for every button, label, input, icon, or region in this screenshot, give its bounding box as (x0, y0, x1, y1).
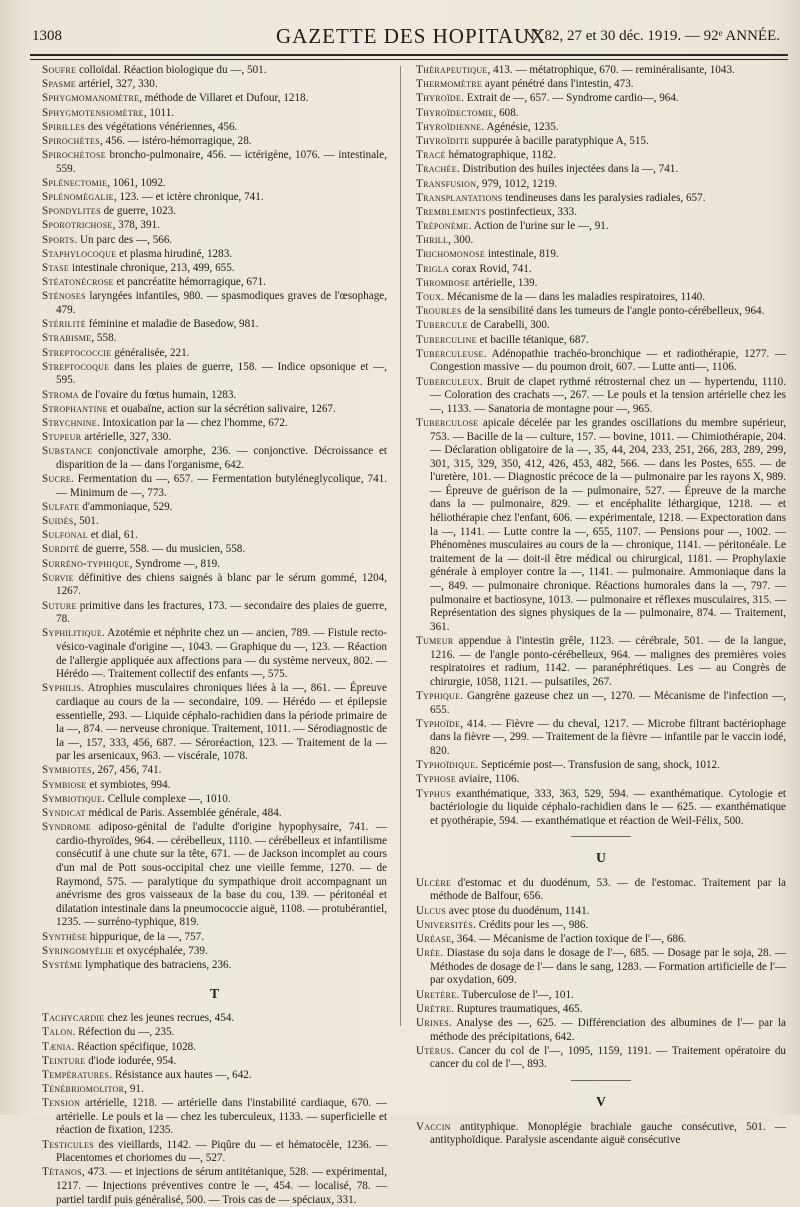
entry-headword: Sulfate (42, 500, 80, 513)
entry-references: laryngées infantiles, 980. — spasmodiques graves de l'œsophage, 479. (56, 290, 387, 316)
index-entry (42, 931, 387, 945)
entry-headword: Typhus (416, 787, 451, 800)
entry-headword: Tumeur (416, 635, 454, 647)
entry-references: chez les jeunes recrues, 454. (104, 1012, 235, 1025)
entry-headword: Spasme (42, 78, 76, 91)
entry-references: et symbiotes, 994. (86, 778, 171, 791)
entry-headword: Tréponème (416, 220, 469, 233)
index-entry (42, 431, 387, 445)
index-entry (42, 149, 387, 176)
entry-headword: Typhique (416, 689, 461, 702)
entry-headword: Thyroïdienne (416, 120, 482, 133)
entry-headword: Splénomégalie (42, 191, 114, 204)
entry-headword: Tuberculeuse (416, 347, 484, 360)
entry-references: . Analyse des —, 625. — Différenciation des albumines de l'— par la méthode des précipitations, 642. (430, 1016, 786, 1043)
entry-headword: Toux (416, 291, 442, 303)
index-entry (416, 376, 786, 417)
index-entry (42, 205, 387, 219)
entry-references: , 501. (73, 515, 99, 528)
index-entry (416, 64, 786, 78)
entry-references: adiposo-génital de l'adulte d'origine hypophysaire, 741. — cardio-thyroïdes, 964. — cérébelleux, 1110. — cérébelleux et infantilisme consécutif à une chute sur la tête, 671. — de Jackson incomplet au cours d'un mal de Pott sous-occipital chez une vieille femme, 1270. — de Raymond, 575. — paralytique du sympathique droit accompagnant un anévrisme des gros vaisseaux de la base du cou, 139. — péritonéal et dilatation intestinale dans la pneumococcie aiguë, 1108. — protubérantiel, 1235. — surréno-typhique, 819. (56, 821, 387, 929)
index-entry (416, 291, 786, 305)
index-entry (42, 600, 387, 627)
left-column (42, 64, 387, 1206)
entry-references: broncho-pulmonaire, 456. — ictérigène, 1076. — intestinale, 559. (56, 149, 387, 175)
entry-headword: Teinture (42, 1054, 86, 1067)
index-entry (42, 92, 387, 106)
index-entry (42, 1139, 387, 1166)
entry-headword: Strabisme (42, 332, 92, 345)
entry-references: des vieillards, 1142. — Piqûre du — et hématocèle, 1236. — Placentomes et choriomes du —, 527. (56, 1138, 387, 1165)
entry-references: . Septicémie post—. Transfusion de sang, shock, 1012. (475, 759, 720, 772)
index-group-t-right (416, 64, 786, 828)
index-entry (416, 234, 786, 248)
entry-references: et bacille tétanique, 687. (476, 333, 589, 346)
entry-references: , 267, 456, 741. (91, 764, 162, 777)
entry-references: . Cellule complexe —, 1010. (102, 792, 231, 805)
entry-references: aviaire, 1106. (456, 773, 520, 786)
entry-references: , Syndrome —, 819. (129, 557, 220, 570)
index-entry (416, 905, 786, 919)
entry-references: postinfectieux, 333. (485, 205, 577, 218)
entry-references: . Azotémie et néphrite chez un — ancien, 789. — Fistule recto-vésico-vaginale d'origine —, 1043. — Graphique du —, 123. — Réaction de l'allergie appliquée aux affections para — du système nerveux, 802. — Hérédo —. Traitement collectif des enfants —, 575. (56, 627, 387, 681)
entry-references: d'estomac et du duodénum, 53. — de l'estomac. Traitement par la méthode de Balfour, 656. (430, 876, 786, 903)
index-entry (416, 877, 786, 904)
entry-references: . Diastase du soja dans le dosage de l'—, 685. — Dosage par le soja, 28. — Méthodes de dosage de l'— dans le sang, 1283. — Formation artificielle de l'— par oxydation, 609. (430, 947, 786, 987)
entry-references: intestinale chronique, 213, 499, 655. (69, 262, 235, 275)
entry-headword: Universités (416, 918, 474, 931)
entry-references: , 1011. (143, 106, 175, 119)
entry-references: artériel, 327, 330. (75, 78, 158, 91)
journal-title: GAZETTE DES HOPITAUX (276, 24, 547, 48)
entry-references: et pancréatite hémorragique, 671. (113, 276, 266, 289)
entry-headword: Surréno-typhique (42, 557, 130, 570)
entry-headword: Symbiotique (42, 792, 103, 805)
index-entry (42, 959, 387, 973)
entry-headword: Urée (416, 947, 441, 960)
entry-references: , 414. — Fièvre — du cheval, 1217. — Microbe filtrant bactériophage dans la fièvre —, 299. — Traitement de la fièvre — infantile par le vaccin iodé, 820. (430, 717, 786, 757)
entry-references: de guerre, 1023. (100, 205, 177, 218)
index-entry (42, 332, 387, 346)
entry-references: , 123. — et ictère chronique, 741. (113, 191, 264, 204)
entry-headword: Températures (42, 1068, 110, 1081)
index-entry (416, 206, 786, 220)
entry-headword: Sténoses (42, 290, 86, 303)
entry-references: , 456. — istéro-hémorragique, 28. (99, 134, 252, 147)
index-entry (416, 248, 786, 262)
index-entry (416, 178, 786, 192)
entry-headword: Typhoïdique (416, 759, 476, 772)
entry-references: , 91. (124, 1083, 144, 1096)
entry-headword: Système (42, 958, 83, 971)
entry-references: , 608. (493, 106, 519, 119)
entry-references: . Extrait de —, 657. — Syndrome cardio—, 964. (461, 92, 679, 105)
entry-headword: Typhose (416, 773, 457, 786)
section-separator (571, 1080, 631, 1081)
index-entry (416, 135, 786, 149)
entry-references: féminine et maladie de Basedow, 981. (86, 318, 259, 331)
entry-headword: Urines (416, 1016, 449, 1029)
index-entry (42, 1083, 387, 1097)
index-entry (42, 1041, 387, 1055)
header-rule-thick (30, 54, 788, 56)
index-entry (42, 1026, 387, 1040)
entry-references: des végétations vénériennes, 456. (85, 120, 238, 133)
entry-headword: Sphygmomanomètre (42, 92, 140, 105)
entry-headword: Strychnine (42, 416, 97, 429)
entry-headword: Transfusion (416, 177, 477, 190)
entry-headword: Substance (42, 445, 93, 458)
entry-references: , 300. (448, 234, 474, 247)
index-entry (42, 779, 387, 793)
entry-headword: Thyroïdite (416, 134, 470, 147)
entry-references: . Résistance aux hautes —, 642. (109, 1068, 252, 1081)
entry-headword: Syndrome (42, 821, 92, 834)
index-entry (42, 682, 387, 764)
entry-headword: Spirilles (42, 120, 86, 133)
index-entry (416, 334, 786, 348)
entry-headword: Syphilis (42, 682, 82, 695)
entry-headword: Spondylites (42, 205, 101, 218)
entry-references: corax Rovid, 741. (449, 262, 532, 275)
index-entry (416, 417, 786, 635)
entry-headword: Tuberculeux (416, 375, 480, 388)
index-group-s (42, 64, 387, 973)
entry-references: artérielle, 1218. — artérielle dans l'instabilité cardiaque, 670. — artérielle. Le pouls et la — chez les tuberculeux, 1133. — superficielle et réaction de fixation, 1235. (56, 1097, 387, 1137)
entry-references: . Bruit de clapet rythmé rétrosternal chez un — hypertendu, 1110. — Coloration des crachats —, 267. — Le pouls et la tension artérielle chez les —, 1133. — Sanatoria de montagne pour —, 965. (430, 375, 786, 415)
entry-headword: Syringomyélie (42, 944, 114, 957)
entry-references: , méthode de Villaret et Dufour, 1218. (139, 92, 309, 105)
page-header (28, 16, 788, 56)
section-heading-t: T (209, 985, 219, 1001)
entry-headword: Tænia (42, 1040, 72, 1053)
entry-headword: Thrombose (416, 276, 470, 289)
entry-references: hippurique, de la —, 757. (87, 930, 205, 943)
entry-headword: Tachycardie (42, 1012, 105, 1025)
entry-headword: Soufre (42, 64, 77, 76)
entry-headword: Streptocoque (42, 360, 110, 373)
index-entry (42, 219, 387, 233)
entry-headword: Troubles (416, 305, 462, 318)
entry-references: artérielle, 327, 330. (81, 431, 172, 444)
index-entry (416, 989, 786, 1003)
entry-references: de la sensibilité dans les tumeurs de l'angle ponto-cérébelleux, 964. (461, 305, 765, 318)
entry-references: . Réfection du —, 235. (72, 1026, 175, 1039)
entry-headword: Ténébriomolitor (42, 1083, 125, 1096)
entry-references: d'iode iodurée, 954. (85, 1054, 177, 1067)
entry-headword: Ulcère (416, 876, 452, 889)
index-group-v (416, 1121, 786, 1148)
entry-references: d'ammoniaque, 529. (79, 500, 173, 513)
entry-references: tendineuses dans les paralysies radiales, 657. (502, 191, 706, 204)
index-entry (416, 263, 786, 277)
entry-references: , 378, 391. (112, 219, 160, 232)
entry-references: hématographique, 1182. (445, 149, 557, 162)
index-entry (416, 319, 786, 333)
entry-headword: Vaccin (416, 1120, 451, 1133)
entry-references: de guerre, 558. — du musicien, 558. (79, 543, 246, 556)
index-entry (42, 793, 387, 807)
index-entry (42, 417, 387, 431)
entry-headword: Typhoïde (416, 717, 461, 730)
entry-references: artérielle, 139. (469, 276, 538, 289)
entry-references: , 979, 1012, 1219. (476, 177, 558, 190)
entry-references: et oxycéphalée, 739. (113, 944, 208, 957)
entry-references: . Intoxication par la — chez l'homme, 672. (96, 416, 288, 429)
index-entry (42, 515, 387, 529)
index-entry (42, 529, 387, 543)
index-entry (42, 1069, 387, 1083)
index-entry (416, 718, 786, 759)
entry-headword: Sphygmotensiomètre (42, 106, 144, 119)
entry-references: . Gangrène gazeuse chez un —, 1270. — Mécanisme de l'infection —, 655. (430, 689, 786, 716)
entry-references: antityphique. Monoplégie brachiale gauche consécutive, 501. — antityphoïdique. Paralysie ascendante aiguë consécutive (430, 1120, 786, 1147)
index-entry (42, 473, 387, 500)
index-group-u (416, 877, 786, 1072)
entry-references: définitive des chiens saignés à blanc par le sérum gommé, 1204, 1267. (56, 571, 387, 598)
entry-headword: Symbiotes (42, 764, 92, 777)
entry-headword: Stupeur (42, 431, 82, 444)
index-entry (42, 1097, 387, 1138)
index-entry (42, 501, 387, 515)
entry-references: conjonctivale amorphe, 236. — conjonctive. Décroissance et disparition de la — dans l'organisme, 642. (56, 445, 387, 471)
entry-headword: Survie (42, 571, 74, 584)
index-entry (416, 947, 786, 988)
index-entry (416, 192, 786, 206)
entry-references: , 473. — et injections de sérum antitétanique, 528. — expérimental, 1217. — Injections préventives contre le —, 454. — localisé, 78. — partiel tardif puis généralisé, 500. — Trois cas de — spéciaux, 331. (56, 1166, 387, 1206)
index-entry (416, 1017, 786, 1044)
index-entry (42, 121, 387, 135)
entry-headword: Tracé (416, 149, 446, 162)
entry-headword: Transplantations (416, 191, 503, 204)
index-entry (416, 92, 786, 106)
entry-references: généralisée, 221. (111, 346, 190, 359)
entry-references: médical de Paris. Assemblée générale, 484. (85, 807, 282, 820)
entry-headword: Symbiose (42, 778, 87, 791)
entry-headword: Stérilité (42, 318, 86, 331)
entry-references: . Tuberculose de l'—, 101. (456, 988, 574, 1001)
entry-references: apicale décelée par les grandes oscillations du membre supérieur, 753. — Bacille de la — culture, 157. — bovine, 1011. — Chimiothérapie, 204. — Déclaration obligatoire de la —, 35, 44, 204, 233, 251, 266, 283, 289, 299, 301, 315, 329, 350, 412, 426, 453, 482, 566. — dans les Postes, 655. — de l'uretère, 101. — Diagnostic précoce de la — pulmonaire par les rayons X, 989. — Épreuve de guérison de la — pulmonaire, 527. — Épreuve de la marche dans la — pulmonaire, 829. — et encéphalite léthargique, 1218. — et héliothérapie chez l'enfant, 606. — expérimentale, 1218. — Expectoration dans la —, 1141. — Lutte contre la —, 655, 1107. — Pensions pour —, 1002. — Phénomènes musculaires au cours de la — chronique, 1141. — péritonéale. Le traitement de la — doit-il être médical ou chirurgical, 1181. — Prophylaxie générale à employer contre la —, 1141. — pulmonaire. Ammoniaque dans la —, 849. — pulmonaire chronique. Réactions humorales dans la —, 797. — pulmonaire et bactiosyne, 1013. — pulmonaire et réflexes musculaires, 315. — Représentation des signes physiques de la — pulmonaire, 874. — Traitement, 361. (430, 416, 786, 633)
index-entry (416, 788, 786, 829)
index-entry (416, 220, 786, 234)
entry-headword: Tuberculine (416, 333, 477, 346)
entry-headword: Suidés (42, 515, 74, 528)
index-entry (416, 348, 786, 375)
entry-headword: Tension (42, 1097, 81, 1110)
entry-headword: Strophantine (42, 402, 108, 415)
entry-headword: Tuberculose (416, 416, 479, 429)
index-entry (416, 635, 786, 689)
index-entry (416, 759, 786, 773)
index-entry (42, 248, 387, 262)
entry-headword: Talon (42, 1026, 73, 1039)
index-entry (42, 276, 387, 290)
entry-headword: Thyroïde (416, 92, 462, 105)
index-entry (42, 234, 387, 248)
index-entry (42, 445, 387, 472)
entry-references: de Carabelli, 300. (467, 319, 550, 332)
entry-headword: Tubercule (416, 319, 468, 332)
entry-headword: Thrill (416, 234, 449, 247)
entry-headword: Uretère (416, 988, 457, 1001)
section-heading-v: V (596, 1093, 606, 1109)
index-entry (42, 627, 387, 681)
index-entry (416, 1003, 786, 1017)
entry-headword: Staphylocoque (42, 247, 117, 260)
entry-headword: Sulfonal (42, 529, 88, 542)
entry-headword: Thyroïdectomie (416, 106, 494, 119)
entry-headword: Suture (42, 599, 77, 612)
index-group-t-left (42, 1012, 387, 1207)
index-entry (42, 191, 387, 205)
index-entry (42, 807, 387, 821)
entry-references: . Fermentation du —, 657. — Fermentation butyléneglycolique, 741. — Minimum de —, 773. (56, 473, 387, 499)
entry-headword: Uréase (416, 933, 452, 946)
entry-references: . Atrophies musculaires chroniques liées à la —, 861. — Épreuve cardiaque au cours de la — secondaire, 109. — Hérédo — et épilepsie essentielle, 293. — Liquide céphalo-rachidien dans la période primaire de la —, 874. — nerveuse chronique. Traitement, 1011. — Sérodiagnostic de la —, 157, 333, 456, 687. — Séroréaction, 123. — Traitement de la — par les arsenicaux, 963. — viscérale, 1078. (56, 682, 387, 763)
entry-headword: Streptococcie (42, 346, 112, 359)
index-entry (42, 1012, 387, 1026)
entry-references: . Action de l'urine sur le —, 91. (468, 220, 609, 233)
index-entry (416, 1121, 786, 1148)
index-entry (42, 64, 387, 78)
entry-references: exanthématique, 333, 363, 529, 594. — exanthématique. Cytologie et bactériologie du liquide céphalo-rachidien dans le — 625. — exanthématique et pyothérapie, 594. — exanthématique et réaction de Weil-Félix, 500. (430, 787, 786, 827)
index-entry (42, 1166, 387, 1207)
entry-headword: Thérapeutique (416, 64, 488, 76)
index-entry (416, 690, 786, 717)
entry-references: suppurée à bacille paratyphique A, 515. (469, 134, 649, 147)
entry-references: . Distribution des huiles injectées dans la —, 741. (456, 163, 679, 176)
index-entry (42, 361, 387, 388)
entry-references: avec ptose du duodénum, 1141. (446, 904, 590, 917)
index-entry (42, 290, 387, 317)
index-entry (42, 821, 387, 930)
index-entry (42, 135, 387, 149)
section-heading-u: U (596, 850, 606, 866)
index-entry (42, 403, 387, 417)
entry-headword: Splénectomie (42, 176, 108, 189)
entry-headword: Stéatonécrose (42, 276, 114, 289)
index-entry (416, 149, 786, 163)
index-entry (42, 318, 387, 332)
right-column (416, 64, 786, 1147)
entry-references: . Réaction spécifique, 1028. (71, 1040, 197, 1053)
issue-info: N° 82, 27 et 30 déc. 1919. — 92ᵉ ANNÉE. (523, 28, 780, 44)
index-entry (42, 572, 387, 599)
index-entry (42, 262, 387, 276)
entry-references: , 558. (91, 332, 117, 345)
entry-headword: Sports (42, 233, 75, 246)
entry-references: dans les plaies de guerre, 158. — Indice opsonique et —, 595. (56, 360, 387, 387)
entry-references: de l'ovaire du fœtus humain, 1283. (78, 388, 237, 401)
entry-references: colloïdal. Réaction biologique du —, 501. (76, 64, 267, 76)
index-entry (416, 277, 786, 291)
entry-headword: Urètre (416, 1002, 452, 1015)
entry-references: . Ruptures traumatiques, 465. (451, 1002, 583, 1015)
index-entry (42, 558, 387, 572)
entry-headword: Syndicat (42, 807, 86, 820)
entry-references: . Un parc des —, 566. (74, 233, 173, 246)
entry-headword: Tétanos (42, 1166, 82, 1179)
entry-references: . Adénopathie trachéo-bronchique — et radiothérapie, 1277. — Congestion massive — du poumon droit, 607. — Lutte anti—, 1106. (430, 347, 786, 374)
entry-references: et dial, 61. (87, 529, 138, 542)
index-entry (416, 107, 786, 121)
entry-references: lymphatique des batraciens, 236. (82, 958, 232, 971)
index-entry (416, 919, 786, 933)
index-entry (416, 773, 786, 787)
entry-references: intestinale, 819. (485, 248, 559, 261)
entry-headword: Spirochétose (42, 149, 106, 162)
entry-references: . Crédits pour les —, 986. (473, 918, 589, 931)
entry-references: , 413. — métatrophique, 670. — reminéralisante, 1043. (487, 64, 735, 76)
entry-references: , 1061, 1092. (107, 176, 166, 189)
index-entry (42, 78, 387, 92)
entry-headword: Syphilitique (42, 627, 103, 640)
entry-headword: Stase (42, 262, 70, 275)
index-entry (42, 107, 387, 121)
index-entry (42, 389, 387, 403)
entry-headword: Thermomètre (416, 78, 483, 91)
page-number: 1308 (32, 28, 62, 44)
entry-references: . Cancer du col de l'—, 1095, 1159, 1191. — Traitement opératoire du cancer du col de l'—, 893. (430, 1044, 786, 1071)
header-rule-thin (30, 59, 788, 60)
entry-references: et plasma hirudiné, 1283. (116, 247, 233, 260)
index-entry (416, 305, 786, 319)
column-divider (400, 66, 401, 1026)
entry-headword: Synthèse (42, 930, 88, 943)
index-entry (42, 1055, 387, 1069)
index-entry (416, 163, 786, 177)
entry-headword: Utérus (416, 1044, 452, 1057)
section-separator (571, 836, 631, 837)
entry-headword: Tremblements (416, 205, 486, 218)
entry-headword: Sucre (42, 473, 72, 486)
index-entry (416, 78, 786, 92)
entry-references: . Mécanisme de la — dans les maladies respiratoires, 1140. (441, 291, 706, 303)
entry-references: . Agénésie, 1235. (481, 120, 559, 133)
entry-headword: Testicules (42, 1138, 95, 1151)
index-entry (42, 543, 387, 557)
index-entry (416, 121, 786, 135)
entry-headword: Trigla (416, 262, 450, 275)
index-entry (42, 945, 387, 959)
entry-references: primitive dans les fractures, 173. — secondaire des plaies de guerre, 78. (56, 599, 387, 626)
index-entry (416, 1045, 786, 1072)
entry-headword: Sporotrichose (42, 219, 113, 232)
entry-references: , 364. — Mécanisme de l'action toxique de l'—, 686. (451, 933, 687, 946)
entry-references: ayant pénétré dans l'intestin, 473. (482, 78, 634, 91)
entry-headword: Trachée (416, 163, 457, 176)
entry-headword: Stroma (42, 388, 79, 401)
entry-headword: Trichomonose (416, 248, 486, 261)
entry-headword: Surdité (42, 543, 80, 556)
entry-references: appendue à l'intestin grêle, 1123. — cérébrale, 501. — de la langue, 1216. — de l'angle ponto-cérébelleux, 964. — malignes des premières voies respiratoires et radium, 1142. — paranéphrétiques. Les — au Congrès de chirurgie, 1058, 1121. — pulsatiles, 267. (430, 635, 786, 688)
entry-headword: Ulcus (416, 904, 446, 917)
index-entry (42, 177, 387, 191)
index-entry (42, 347, 387, 361)
index-entry (416, 933, 786, 947)
entry-references: et ouabaïne, action sur la sécrétion salivaire, 1267. (107, 402, 336, 415)
index-entry (42, 764, 387, 778)
entry-headword: Spirochètes (42, 134, 100, 147)
